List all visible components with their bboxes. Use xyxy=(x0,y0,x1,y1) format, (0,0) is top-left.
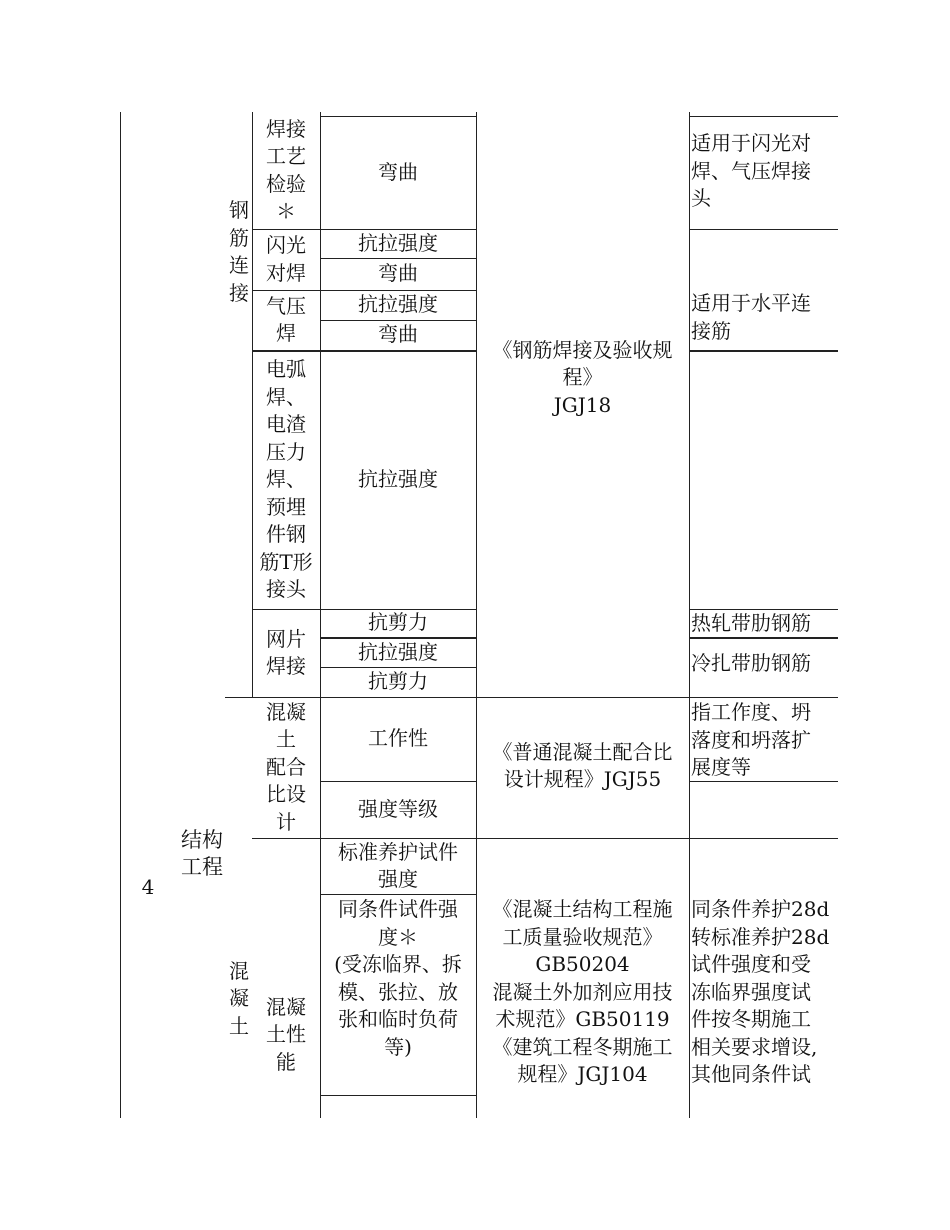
border-left xyxy=(120,112,121,1118)
line-h xyxy=(689,697,838,698)
param-bend: 弯曲 xyxy=(378,322,418,347)
param-same-condition-strength: 同条件试件强 度＊ (受冻临界、拆 模、张拉、放 张和临时负荷 等) xyxy=(334,897,462,1059)
param-tensile-strength: 抗拉强度 xyxy=(358,467,438,492)
item-mix-design: 混凝 土 配合 比设 计 xyxy=(266,699,306,834)
group-rebar-connection: 钢 筋 连 接 xyxy=(229,198,249,305)
param-bend: 弯曲 xyxy=(378,261,418,286)
param-standard-cured-strength: 标准养护试件 强度 xyxy=(338,839,458,891)
standard-rebar-weld: 《钢筋焊接及验收规 程》 JGJ18 xyxy=(492,337,673,417)
line-h xyxy=(320,894,476,895)
item-arc-weld: 电弧 焊、 电渣 压力 焊、 预埋 件钢 筋T形 接头 xyxy=(259,357,313,602)
item-weld-process-check: 焊接 工艺 检验 ＊ xyxy=(266,116,306,223)
line-h xyxy=(689,350,838,352)
line-h xyxy=(689,229,838,230)
param-shear-force: 抗剪力 xyxy=(368,610,428,635)
param-tensile-strength: 抗拉强度 xyxy=(358,292,438,317)
item-flash-butt-weld: 闪光 对焊 xyxy=(266,233,306,285)
param-shear-force: 抗剪力 xyxy=(368,669,428,694)
line-h xyxy=(689,637,838,639)
item-mesh-weld: 网片 焊接 xyxy=(266,626,306,678)
param-workability: 工作性 xyxy=(368,726,428,751)
note-cold-rolled-ribbed: 冷扎带肋钢筋 xyxy=(691,651,811,675)
note-weld-process-check: 适用于闪光对 焊、气压焊接 头 xyxy=(691,131,811,210)
item-gas-pressure-weld: 气压 焊 xyxy=(266,293,306,345)
line-h xyxy=(476,697,689,698)
note-gas-pressure-weld: 适用于水平连 接筋 xyxy=(691,291,811,343)
note-concrete-performance: 同条件养护28d 转标准养护28d 试件强度和受 冻临界强度试 件按冬期施工 相关要求增设, 其他同条件试 xyxy=(691,897,830,1086)
note-hot-rolled-ribbed: 热轧带肋钢筋 xyxy=(691,611,811,635)
param-tensile-strength: 抗拉强度 xyxy=(358,230,438,255)
standard-concrete: 《混凝土结构工程施 工质量验收规范》 GB50204 混凝土外加剂应用技 术规范》GB50119 《建筑工程冬期施工 规程》JGJ104 xyxy=(492,897,673,1086)
category-label: 结构 工程 xyxy=(181,827,223,879)
line-h xyxy=(476,838,689,839)
group-concrete: 混 凝 土 xyxy=(229,958,249,1038)
standard-mix-design: 《普通混凝土配合比 设计规程》JGJ55 xyxy=(492,739,673,791)
item-concrete-performance: 混凝 土性 能 xyxy=(266,994,306,1074)
line-h xyxy=(689,838,838,839)
param-strength-grade: 强度等级 xyxy=(358,796,438,821)
seq-number: 4 xyxy=(141,875,155,900)
param-bend: 弯曲 xyxy=(378,159,418,184)
note-mix-design: 指工作度、坍 落度和坍落扩 展度等 xyxy=(691,700,811,779)
param-tensile-strength: 抗拉强度 xyxy=(358,639,438,664)
line-h xyxy=(320,1095,476,1096)
line-h xyxy=(689,116,838,117)
